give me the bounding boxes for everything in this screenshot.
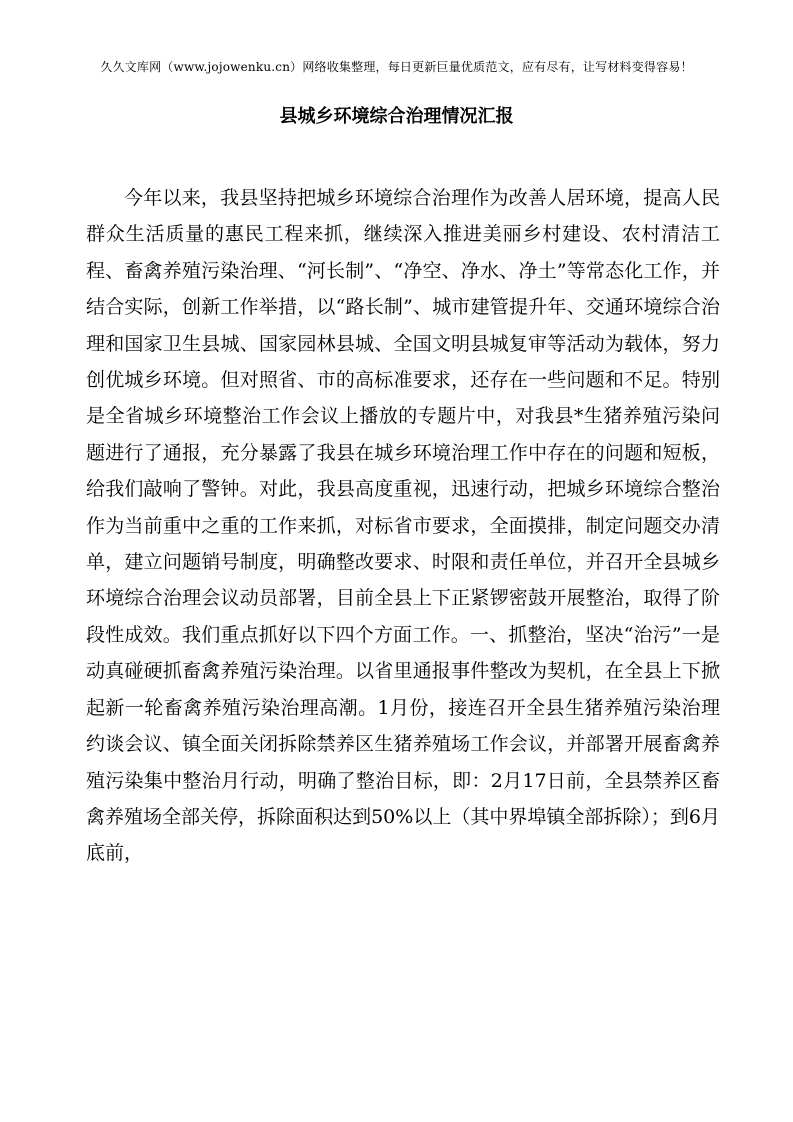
- document-title: 县城乡环境综合治理情况汇报: [279, 106, 514, 127]
- body-paragraph: 今年以来，我县坚持把城乡环境综合治理作为改善人居环境，提高人民群众生活质量的惠民工程来抓，继续深入推进美丽乡村建设、农村清洁工程、畜禽养殖污染治理、“河长制”、“净空、净水、净土”等常态化工作，并结合实际，创新工作举措，以“路长制”、城市建管提升年、交通环境综合治理和国家卫生县城、国家园林县城、全国文明县城复审等活动为载体，努力创优城乡环境。但对照省、市的高标准要求，还存在一些问题和不足。特别是全省城乡环境整治工作会议上播放的专题片中，对我县*生猪养殖污染问题进行了通报，充分暴露了我县在城乡环境治理工作中存在的问题和短板，给我们敲响了警钟。对此，我县高度重视，迅速行动，把城乡环境综合整治作为当前重中之重的工作来抓，对标省市要求，全面摸排，制定问题交办清单，建立问题销号制度，明确整改要求、时限和责任单位，并召开全县城乡环境综合治理会议动员部署，目前全县上下正紧锣密鼓开展整治，取得了阶段性成效。我们重点抓好以下四个方面工作。一、抓整治，坚决“治污”一是动真碰硬抓畜禽养殖污染治理。以省里通报事件整改为契机，在全县上下掀起新一轮畜禽养殖污染治理高潮。1月份，接连召开全县生猪养殖污染治理约谈会议、镇全面关闭拆除禁养区生猪养殖场工作会议，并部署开展畜禽养殖污染集中整治月行动，明确了整治目标，即：2月17日前，全县禁养区畜禽养殖场全部关停，拆除面积达到50%以上（其中界埠镇全部拆除）；到6月底前，: [86, 187, 720, 865]
- site-header-notice: 久久文库网（www.jojowenku.cn）网络收集整理，每日更新巨量优质范文，应有尽有，让写材料变得容易！: [100, 60, 693, 74]
